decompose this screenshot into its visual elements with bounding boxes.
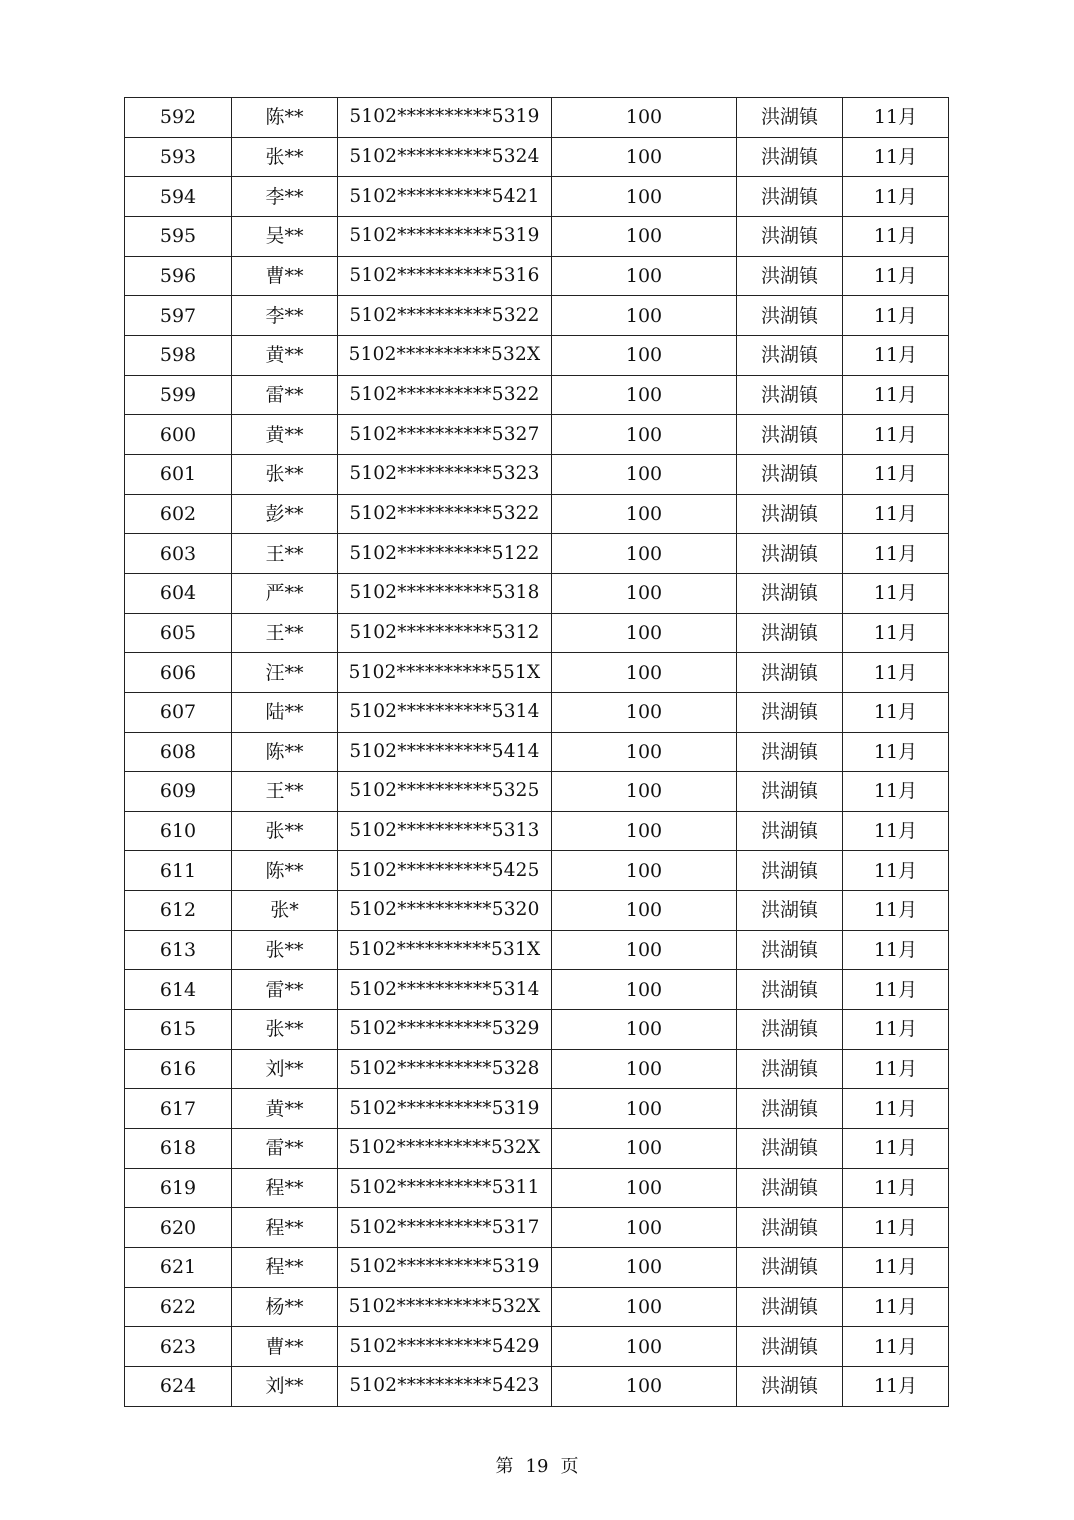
cell-serial-number: 611 — [125, 851, 232, 891]
cell-name: 吴** — [232, 216, 338, 256]
cell-serial-number: 624 — [125, 1367, 232, 1407]
cell-serial-number: 594 — [125, 177, 232, 217]
cell-name: 张** — [232, 454, 338, 494]
cell-town: 洪湖镇 — [737, 891, 843, 931]
cell-serial-number: 596 — [125, 256, 232, 296]
cell-serial-number: 614 — [125, 970, 232, 1010]
cell-serial-number: 612 — [125, 891, 232, 931]
cell-town: 洪湖镇 — [737, 454, 843, 494]
cell-serial-number: 609 — [125, 772, 232, 812]
cell-id-number: 5102**********5317 — [338, 1208, 552, 1248]
cell-month: 11月 — [843, 1049, 949, 1089]
cell-town: 洪湖镇 — [737, 1248, 843, 1288]
cell-id-number: 5102**********5314 — [338, 970, 552, 1010]
cell-amount: 100 — [552, 692, 737, 732]
cell-month: 11月 — [843, 1010, 949, 1050]
cell-month: 11月 — [843, 375, 949, 415]
cell-serial-number: 597 — [125, 296, 232, 336]
cell-name: 程** — [232, 1248, 338, 1288]
cell-serial-number: 603 — [125, 534, 232, 574]
cell-serial-number: 623 — [125, 1327, 232, 1367]
cell-month: 11月 — [843, 1208, 949, 1248]
cell-amount: 100 — [552, 772, 737, 812]
cell-month: 11月 — [843, 851, 949, 891]
page-footer-suffix: 页 — [560, 1456, 579, 1477]
cell-amount: 100 — [552, 1367, 737, 1407]
cell-amount: 100 — [552, 216, 737, 256]
table-row — [125, 1129, 949, 1169]
cell-name: 雷** — [232, 375, 338, 415]
table-row — [125, 732, 949, 772]
cell-amount: 100 — [552, 653, 737, 693]
cell-town: 洪湖镇 — [737, 98, 843, 138]
cell-month: 11月 — [843, 256, 949, 296]
subsidy-roster-table — [124, 97, 949, 1407]
cell-month: 11月 — [843, 296, 949, 336]
cell-month: 11月 — [843, 732, 949, 772]
table-row — [125, 970, 949, 1010]
cell-id-number: 5102**********5423 — [338, 1367, 552, 1407]
table-row — [125, 891, 949, 931]
cell-name: 黄** — [232, 415, 338, 455]
cell-amount: 100 — [552, 811, 737, 851]
cell-name: 张** — [232, 811, 338, 851]
cell-name: 彭** — [232, 494, 338, 534]
cell-month: 11月 — [843, 1129, 949, 1169]
table-row — [125, 335, 949, 375]
cell-id-number: 5102**********532X — [338, 1129, 552, 1169]
page-number: 19 — [525, 1456, 549, 1477]
cell-amount: 100 — [552, 296, 737, 336]
cell-name: 陈** — [232, 851, 338, 891]
cell-name: 黄** — [232, 335, 338, 375]
table-row — [125, 1208, 949, 1248]
cell-id-number: 5102**********5327 — [338, 415, 552, 455]
cell-name: 刘** — [232, 1367, 338, 1407]
cell-serial-number: 606 — [125, 653, 232, 693]
cell-town: 洪湖镇 — [737, 137, 843, 177]
table-row — [125, 692, 949, 732]
cell-name: 陈** — [232, 98, 338, 138]
cell-amount: 100 — [552, 732, 737, 772]
cell-month: 11月 — [843, 1168, 949, 1208]
cell-amount: 100 — [552, 1327, 737, 1367]
table-row — [125, 1049, 949, 1089]
cell-month: 11月 — [843, 335, 949, 375]
cell-name: 程** — [232, 1208, 338, 1248]
table-row — [125, 1168, 949, 1208]
cell-amount: 100 — [552, 1129, 737, 1169]
cell-name: 严** — [232, 573, 338, 613]
cell-month: 11月 — [843, 811, 949, 851]
cell-town: 洪湖镇 — [737, 692, 843, 732]
table-row — [125, 613, 949, 653]
cell-serial-number: 598 — [125, 335, 232, 375]
cell-town: 洪湖镇 — [737, 415, 843, 455]
cell-town: 洪湖镇 — [737, 1049, 843, 1089]
cell-month: 11月 — [843, 415, 949, 455]
cell-town: 洪湖镇 — [737, 375, 843, 415]
cell-id-number: 5102**********5314 — [338, 692, 552, 732]
cell-serial-number: 593 — [125, 137, 232, 177]
cell-month: 11月 — [843, 970, 949, 1010]
cell-month: 11月 — [843, 930, 949, 970]
cell-amount: 100 — [552, 256, 737, 296]
cell-town: 洪湖镇 — [737, 1129, 843, 1169]
cell-serial-number: 595 — [125, 216, 232, 256]
cell-id-number: 5102**********532X — [338, 335, 552, 375]
cell-name: 杨** — [232, 1287, 338, 1327]
cell-town: 洪湖镇 — [737, 1010, 843, 1050]
cell-name: 曹** — [232, 256, 338, 296]
cell-town: 洪湖镇 — [737, 653, 843, 693]
cell-town: 洪湖镇 — [737, 1168, 843, 1208]
cell-amount: 100 — [552, 1168, 737, 1208]
cell-id-number: 5102**********5319 — [338, 216, 552, 256]
cell-name: 张** — [232, 137, 338, 177]
cell-serial-number: 622 — [125, 1287, 232, 1327]
table-row — [125, 1367, 949, 1407]
table-row — [125, 415, 949, 455]
table-row — [125, 1287, 949, 1327]
cell-id-number: 5102**********5323 — [338, 454, 552, 494]
cell-serial-number: 600 — [125, 415, 232, 455]
table-body — [125, 98, 949, 1407]
cell-serial-number: 618 — [125, 1129, 232, 1169]
table-row — [125, 494, 949, 534]
cell-town: 洪湖镇 — [737, 1089, 843, 1129]
cell-name: 李** — [232, 296, 338, 336]
table-row — [125, 811, 949, 851]
cell-name: 张** — [232, 1010, 338, 1050]
cell-month: 11月 — [843, 772, 949, 812]
cell-town: 洪湖镇 — [737, 534, 843, 574]
table-row — [125, 216, 949, 256]
cell-amount: 100 — [552, 1248, 737, 1288]
cell-serial-number: 616 — [125, 1049, 232, 1089]
cell-name: 张** — [232, 930, 338, 970]
table-row — [125, 1010, 949, 1050]
table-row — [125, 573, 949, 613]
cell-name: 程** — [232, 1168, 338, 1208]
cell-id-number: 5102**********5319 — [338, 1248, 552, 1288]
cell-town: 洪湖镇 — [737, 732, 843, 772]
table-row — [125, 98, 949, 138]
cell-month: 11月 — [843, 177, 949, 217]
cell-name: 王** — [232, 613, 338, 653]
page-footer-prefix: 第 — [495, 1456, 514, 1477]
cell-town: 洪湖镇 — [737, 256, 843, 296]
cell-amount: 100 — [552, 613, 737, 653]
cell-serial-number: 604 — [125, 573, 232, 613]
cell-amount: 100 — [552, 573, 737, 613]
cell-month: 11月 — [843, 98, 949, 138]
cell-name: 李** — [232, 177, 338, 217]
cell-town: 洪湖镇 — [737, 216, 843, 256]
cell-name: 雷** — [232, 970, 338, 1010]
cell-town: 洪湖镇 — [737, 296, 843, 336]
cell-month: 11月 — [843, 613, 949, 653]
cell-name: 刘** — [232, 1049, 338, 1089]
cell-month: 11月 — [843, 653, 949, 693]
table-row — [125, 772, 949, 812]
cell-amount: 100 — [552, 1208, 737, 1248]
table-row — [125, 296, 949, 336]
cell-name: 雷** — [232, 1129, 338, 1169]
cell-id-number: 5102**********5328 — [338, 1049, 552, 1089]
table-row — [125, 1089, 949, 1129]
cell-id-number: 5102**********5319 — [338, 98, 552, 138]
cell-amount: 100 — [552, 1089, 737, 1129]
cell-amount: 100 — [552, 335, 737, 375]
table-row — [125, 653, 949, 693]
cell-month: 11月 — [843, 692, 949, 732]
cell-id-number: 5102**********551X — [338, 653, 552, 693]
cell-month: 11月 — [843, 891, 949, 931]
table-row — [125, 851, 949, 891]
cell-id-number: 5102**********5325 — [338, 772, 552, 812]
cell-serial-number: 592 — [125, 98, 232, 138]
cell-serial-number: 601 — [125, 454, 232, 494]
cell-id-number: 5102**********5429 — [338, 1327, 552, 1367]
cell-town: 洪湖镇 — [737, 930, 843, 970]
cell-month: 11月 — [843, 1327, 949, 1367]
cell-name: 曹** — [232, 1327, 338, 1367]
cell-serial-number: 619 — [125, 1168, 232, 1208]
cell-amount: 100 — [552, 970, 737, 1010]
cell-serial-number: 605 — [125, 613, 232, 653]
cell-id-number: 5102**********5322 — [338, 296, 552, 336]
cell-month: 11月 — [843, 216, 949, 256]
cell-serial-number: 620 — [125, 1208, 232, 1248]
cell-town: 洪湖镇 — [737, 1208, 843, 1248]
cell-amount: 100 — [552, 177, 737, 217]
cell-id-number: 5102**********5414 — [338, 732, 552, 772]
cell-id-number: 5102**********5322 — [338, 375, 552, 415]
cell-id-number: 5102**********5319 — [338, 1089, 552, 1129]
cell-name: 张* — [232, 891, 338, 931]
cell-town: 洪湖镇 — [737, 970, 843, 1010]
table-row — [125, 256, 949, 296]
cell-town: 洪湖镇 — [737, 177, 843, 217]
cell-id-number: 5102**********5322 — [338, 494, 552, 534]
cell-id-number: 5102**********5318 — [338, 573, 552, 613]
cell-town: 洪湖镇 — [737, 1287, 843, 1327]
table-row — [125, 375, 949, 415]
cell-id-number: 5102**********5324 — [338, 137, 552, 177]
cell-amount: 100 — [552, 930, 737, 970]
cell-id-number: 5102**********5421 — [338, 177, 552, 217]
cell-id-number: 5102**********5311 — [338, 1168, 552, 1208]
cell-amount: 100 — [552, 454, 737, 494]
cell-amount: 100 — [552, 415, 737, 455]
cell-town: 洪湖镇 — [737, 772, 843, 812]
cell-serial-number: 613 — [125, 930, 232, 970]
cell-name: 王** — [232, 534, 338, 574]
cell-month: 11月 — [843, 454, 949, 494]
cell-month: 11月 — [843, 1367, 949, 1407]
cell-id-number: 5102**********5329 — [338, 1010, 552, 1050]
cell-amount: 100 — [552, 98, 737, 138]
table-row — [125, 930, 949, 970]
cell-amount: 100 — [552, 1010, 737, 1050]
cell-town: 洪湖镇 — [737, 811, 843, 851]
cell-month: 11月 — [843, 573, 949, 613]
cell-month: 11月 — [843, 534, 949, 574]
cell-amount: 100 — [552, 534, 737, 574]
cell-id-number: 5102**********5313 — [338, 811, 552, 851]
cell-month: 11月 — [843, 494, 949, 534]
cell-id-number: 5102**********532X — [338, 1287, 552, 1327]
cell-serial-number: 599 — [125, 375, 232, 415]
cell-serial-number: 610 — [125, 811, 232, 851]
cell-id-number: 5102**********5312 — [338, 613, 552, 653]
cell-amount: 100 — [552, 1287, 737, 1327]
table-row — [125, 534, 949, 574]
cell-town: 洪湖镇 — [737, 851, 843, 891]
cell-month: 11月 — [843, 1248, 949, 1288]
cell-town: 洪湖镇 — [737, 1367, 843, 1407]
cell-town: 洪湖镇 — [737, 494, 843, 534]
cell-serial-number: 615 — [125, 1010, 232, 1050]
cell-amount: 100 — [552, 891, 737, 931]
cell-amount: 100 — [552, 1049, 737, 1089]
cell-town: 洪湖镇 — [737, 613, 843, 653]
cell-serial-number: 608 — [125, 732, 232, 772]
cell-amount: 100 — [552, 494, 737, 534]
table-row — [125, 1327, 949, 1367]
table-row — [125, 177, 949, 217]
page-footer — [0, 1456, 1074, 1478]
cell-name: 黄** — [232, 1089, 338, 1129]
cell-month: 11月 — [843, 1089, 949, 1129]
cell-name: 王** — [232, 772, 338, 812]
cell-id-number: 5102**********5320 — [338, 891, 552, 931]
cell-name: 汪** — [232, 653, 338, 693]
cell-amount: 100 — [552, 137, 737, 177]
cell-id-number: 5102**********5122 — [338, 534, 552, 574]
cell-id-number: 5102**********5316 — [338, 256, 552, 296]
cell-serial-number: 602 — [125, 494, 232, 534]
cell-id-number: 5102**********5425 — [338, 851, 552, 891]
cell-serial-number: 621 — [125, 1248, 232, 1288]
cell-serial-number: 607 — [125, 692, 232, 732]
cell-name: 陈** — [232, 732, 338, 772]
cell-amount: 100 — [552, 851, 737, 891]
table-row — [125, 454, 949, 494]
cell-town: 洪湖镇 — [737, 573, 843, 613]
cell-month: 11月 — [843, 137, 949, 177]
cell-town: 洪湖镇 — [737, 335, 843, 375]
table-row — [125, 1248, 949, 1288]
cell-month: 11月 — [843, 1287, 949, 1327]
cell-id-number: 5102**********531X — [338, 930, 552, 970]
cell-amount: 100 — [552, 375, 737, 415]
cell-name: 陆** — [232, 692, 338, 732]
table-row — [125, 137, 949, 177]
cell-town: 洪湖镇 — [737, 1327, 843, 1367]
cell-serial-number: 617 — [125, 1089, 232, 1129]
